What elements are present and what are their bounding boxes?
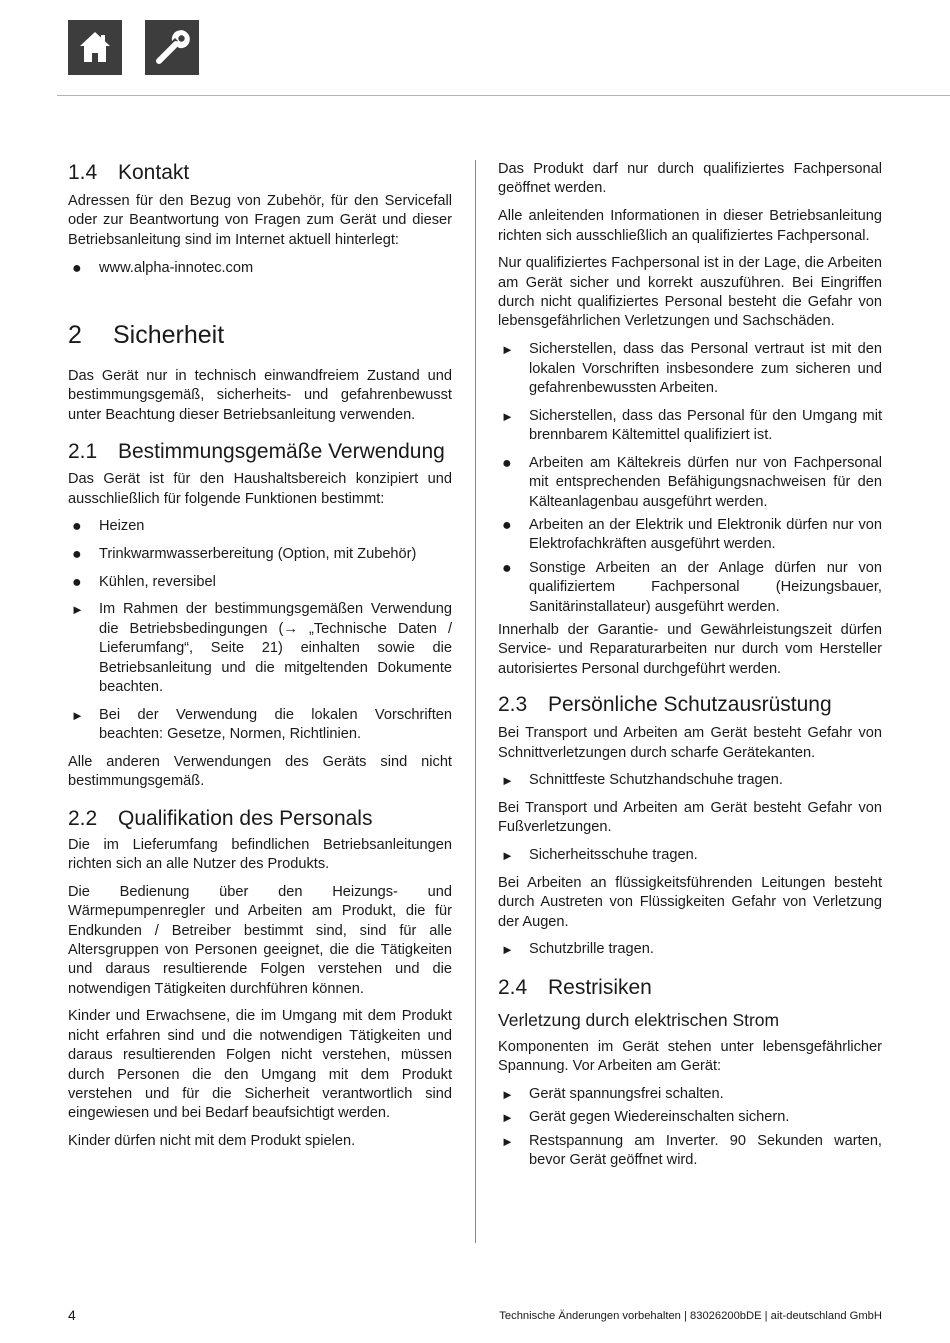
paragraph: Die Bedienung über den Heizungs- und Wärmepumpenregler und Arbeiten am Produkt, die für Endkunden / Betreiber bestimmt sind, sind für alle Altersgruppen von Personen geeignet, die die Tätigkeiten und daraus resultierende Folgen verstehen und die notwendigen Tätigkeiten durchführen können.	[68, 883, 452, 997]
list-item-text: Kühlen, reversibel	[99, 573, 216, 590]
arrow-icon: ►	[501, 1133, 514, 1149]
section-title: Persönliche Schutzausrüstung	[548, 693, 832, 717]
list-item-text: Arbeiten an der Elektrik und Elektronik dürfen nur von Elektrofachkräften ausgeführt werden.	[529, 516, 882, 553]
action-text: Bei der Verwendung die lokalen Vorschriften beachten: Gesetze, Normen, Richtlinien.	[99, 706, 452, 743]
list-item-text: Trinkwarmwasserbereitung (Option, mit Zubehör)	[99, 545, 417, 562]
bullet-icon: ●	[502, 454, 512, 472]
bullet-icon: ●	[72, 545, 82, 563]
action-item	[498, 340, 882, 398]
paragraph: Das Gerät nur in technisch einwandfreiem Zustand und bestimmungsgemäß, sicherheits- und gefahrenbewusst unter Beachtung dieser Betriebsanleitung verwenden.	[68, 367, 452, 423]
list-item	[498, 559, 882, 617]
list-item	[498, 516, 882, 555]
right-column	[498, 160, 882, 1179]
page-number: 4	[68, 1307, 76, 1323]
paragraph: Kinder dürfen nicht mit dem Produkt spielen.	[68, 1133, 356, 1150]
header-rule	[57, 95, 950, 96]
arrow-icon: ►	[501, 342, 514, 358]
action-item	[498, 1132, 882, 1171]
paragraph: Nur qualifiziertes Fachpersonal ist in der Lage, die Arbeiten am Gerät sicher und korrekt auszuführen. Bei Eingriffen durch nicht qualifiziertes Personal besteht die Gefahr von lebensgefährlichen Verletzungen und Sachschäden.	[498, 255, 882, 330]
bullet-icon: ●	[502, 516, 512, 534]
action-item	[498, 1085, 882, 1104]
footer-info: Technische Änderungen vorbehalten | 83026200bDE | ait-deutschland GmbH	[499, 1310, 882, 1322]
wrench-icon	[145, 20, 199, 75]
chapter-heading-sicherheit	[68, 320, 452, 350]
paragraph: Die im Lieferumfang befindlichen Betriebsanleitungen richten sich an alle Nutzer des Produkts.	[68, 836, 452, 873]
section-title: Qualifikation des Personals	[118, 806, 373, 830]
bullet-icon: ●	[72, 573, 82, 591]
list-item-text: Arbeiten am Kältekreis dürfen nur von Fachpersonal mit entsprechenden Befähigungsnachweisen für den Kälteanlagenbau ausgeführt werden.	[529, 454, 882, 510]
paragraph: Innerhalb der Garantie- und Gewährleistungszeit dürfen Service- und Reparaturarbeiten nur durch vom Hersteller autorisiertes Personal durchgeführt werden.	[498, 622, 882, 677]
list-item	[68, 573, 452, 592]
bullet-icon: ●	[72, 259, 82, 277]
arrow-icon: ►	[71, 707, 84, 723]
arrow-icon: ►	[501, 1110, 514, 1126]
section-number: 2.1	[68, 440, 98, 464]
bullet-icon: ●	[502, 559, 512, 577]
arrow-icon: ►	[71, 602, 84, 618]
paragraph: Bei Transport und Arbeiten am Gerät besteht Gefahr von Fußverletzungen.	[498, 800, 882, 836]
arrow-icon: ►	[501, 773, 514, 789]
section-heading-bestimmung	[68, 439, 452, 464]
paragraph: Alle anderen Verwendungen des Geräts sind nicht bestimmungsgemäß.	[68, 753, 452, 790]
arrow-icon: ►	[501, 848, 514, 864]
list-item	[68, 545, 452, 564]
action-text: Im Rahmen der bestimmungsgemäßen Verwendung die Betriebsbedingungen (→ „Technische Daten / Lieferumfang“, Seite 21) einhalten sowie die Betriebsanleitung und die mitgeltenden Dokumente beachten.	[99, 601, 452, 695]
paragraph: Das Gerät ist für den Haushaltsbereich konzipiert und ausschließlich für folgende Funktionen bestimmt:	[68, 471, 452, 507]
chapter-number: 2	[68, 320, 82, 349]
action-item	[498, 407, 882, 446]
list-item	[498, 454, 882, 512]
paragraph: Alle anleitenden Informationen in dieser Betriebsanleitung richten sich ausschließlich an qualifiziertes Fachpersonal.	[498, 208, 882, 244]
list-item-text: Sonstige Arbeiten an der Anlage dürfen nur von qualifiziertem Fachpersonal (Heizungsbauer, Sanitärinstallateur) ausgeführt werden.	[529, 559, 882, 615]
action-text: Sicherstellen, dass das Personal vertraut ist mit den lokalen Vorschriften insbesondere zum sicheren und gefahrenbewussten Arbeiten.	[529, 341, 882, 396]
paragraph: Das Produkt darf nur durch qualifiziertes Fachpersonal geöffnet werden.	[498, 161, 882, 197]
section-title: Kontakt	[118, 161, 190, 184]
list-item	[68, 517, 452, 536]
section-title: Restrisiken	[548, 975, 652, 999]
paragraph: Kinder und Erwachsene, die im Umgang mit dem Produkt nicht erfahren sind und die notwendigen Tätigkeiten und daraus resultierenden Folgen nicht verstehen, müssen durch Personen die den Umgang mit dem Produkt verstehen und für die Sicherheit verantwortlich sind eingewiesen und bei Bedarf beaufsichtigt werden.	[68, 1008, 452, 1122]
action-text: Gerät spannungsfrei schalten.	[529, 1085, 724, 1102]
paragraph: Bei Transport und Arbeiten am Gerät besteht Gefahr von Schnittverletzungen durch scharfe Gerätekanten.	[498, 725, 882, 761]
action-text: Gerät gegen Wiedereinschalten sichern.	[529, 1109, 790, 1126]
home-icon	[68, 20, 122, 75]
section-number: 2.3	[498, 693, 528, 717]
arrow-icon: ►	[501, 942, 514, 958]
column-divider	[475, 160, 476, 1243]
section-heading-qualifikation	[68, 806, 452, 831]
page-footer	[68, 1309, 882, 1327]
paragraph: Komponenten im Gerät stehen unter lebensgefährlicher Spannung. Vor Arbeiten am Gerät:	[498, 1038, 882, 1075]
action-item	[498, 846, 882, 865]
action-item	[498, 940, 882, 959]
action-text: Schnittfeste Schutzhandschuhe tragen.	[529, 772, 783, 789]
list-item	[68, 259, 452, 278]
chapter-title: Sicherheit	[113, 320, 225, 349]
section-heading-restrisiken	[498, 975, 882, 1000]
action-item	[498, 771, 882, 790]
arrow-icon: ►	[501, 1086, 514, 1102]
action-text: Schutzbrille tragen.	[529, 941, 654, 958]
paragraph: Adressen für den Bezug von Zubehör, für den Servicefall oder zur Beantwortung von Fragen zum Gerät und dieser Betriebsanleitung sind im Internet aktuell hinterlegt:	[68, 193, 452, 248]
action-item	[498, 1108, 882, 1127]
action-text: Sicherheitsschuhe tragen.	[529, 847, 698, 864]
tools-button[interactable]	[145, 20, 199, 75]
paragraph: Bei Arbeiten an flüssigkeitsführenden Leitungen besteht durch Austreten von Flüssigkeiten Gefahr von Verletzung der Augen.	[498, 874, 882, 930]
left-column	[68, 160, 452, 1160]
home-button[interactable]	[68, 20, 122, 75]
section-number: 2.4	[498, 975, 528, 999]
arrow-icon: ►	[501, 408, 514, 424]
subsection-heading: Verletzung durch elektrischen Strom	[498, 1009, 780, 1030]
section-number: 2.2	[68, 806, 98, 830]
website-link[interactable]: www.alpha-innotec.com	[99, 259, 254, 276]
action-text: Sicherstellen, dass das Personal für den Umgang mit brennbarem Kältemittel qualifiziert ist.	[529, 407, 882, 444]
section-title: Bestimmungsgemäße Verwendung	[118, 440, 445, 464]
section-number: 1.4	[68, 161, 98, 184]
bullet-icon: ●	[72, 518, 82, 536]
section-heading-kontakt	[68, 160, 452, 185]
section-heading-schutzausruestung	[498, 692, 882, 717]
action-text: Restspannung am Inverter. 90 Sekunden warten, bevor Gerät geöffnet wird.	[529, 1132, 882, 1169]
action-item	[68, 600, 452, 697]
list-item-text: Heizen	[99, 518, 145, 535]
action-item	[68, 706, 452, 745]
